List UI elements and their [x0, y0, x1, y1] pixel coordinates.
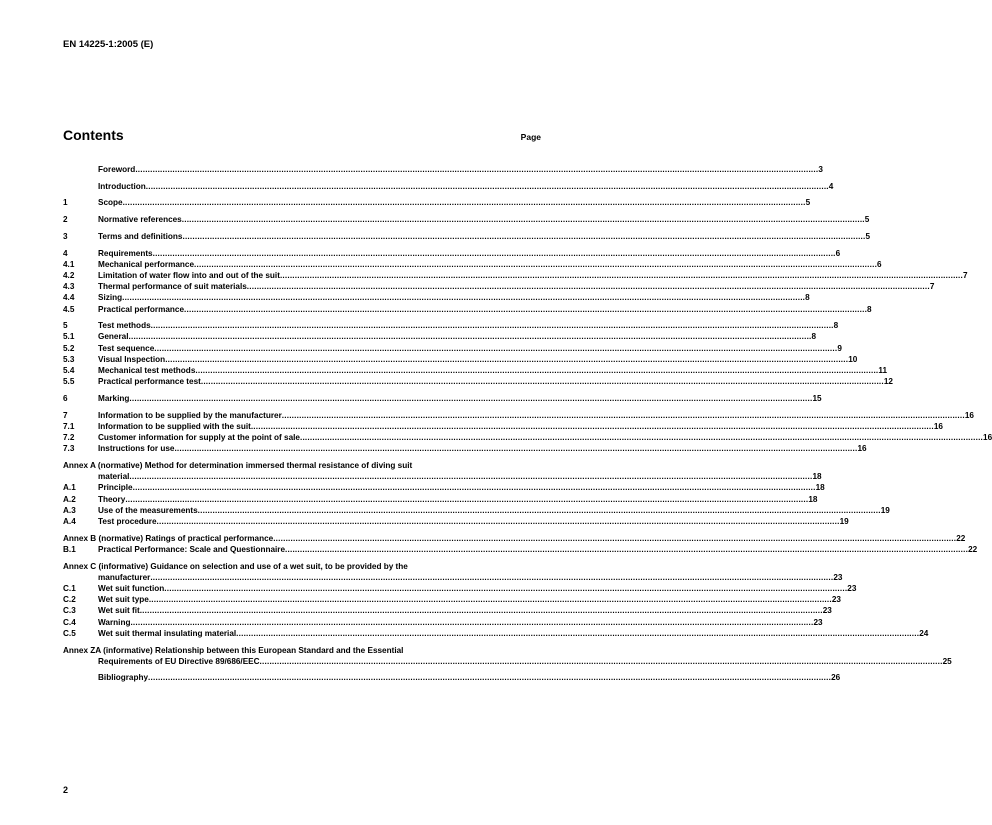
- toc-entry-title: Instructions for use: [98, 444, 175, 454]
- toc-dot-leader: [148, 672, 831, 683]
- toc-group: [63, 561, 929, 639]
- toc-entry-number: 4.2: [63, 270, 75, 280]
- toc-dot-leader: [182, 231, 865, 242]
- toc-entry-page: 19: [880, 505, 890, 515]
- toc-dot-leader: [251, 421, 934, 432]
- toc-entry-page: 23: [847, 584, 857, 593]
- table-of-contents: [63, 164, 992, 689]
- toc-entry[interactable]: [63, 376, 893, 387]
- toc-entry[interactable]: [63, 292, 810, 303]
- toc-entry-title: Practical Performance: Scale and Questionnaire: [98, 544, 286, 554]
- toc-entry-title: Mechanical test methods: [98, 366, 196, 376]
- toc-entry-title: Information to be supplied by the manufacturer: [98, 410, 282, 420]
- page-column-label: Page: [520, 132, 541, 142]
- toc-group: [63, 320, 893, 387]
- toc-entry-title: Information to be supplied with the suit: [98, 421, 251, 431]
- toc-annex-continuation[interactable]: [63, 572, 843, 583]
- toc-dot-leader: [280, 270, 963, 281]
- toc-group: [63, 214, 870, 225]
- toc-entry-title: Principle: [98, 483, 133, 493]
- toc-dot-leader: [151, 320, 834, 331]
- toc-entry[interactable]: [63, 432, 992, 443]
- toc-entry-title: Customer information for supply at the point of sale: [98, 433, 300, 443]
- toc-entry-page: 19: [839, 516, 849, 526]
- toc-dot-leader: [282, 410, 965, 421]
- toc-entry-page: 3: [818, 165, 823, 174]
- toc-entry-page: 16: [857, 444, 867, 454]
- toc-dot-leader: [130, 617, 813, 628]
- toc-annex-heading[interactable]: [63, 533, 966, 544]
- toc-entry[interactable]: [63, 410, 974, 421]
- toc-entry[interactable]: [63, 594, 841, 605]
- toc-entry-title: Scope: [98, 198, 123, 208]
- toc-entry-page: 9: [837, 343, 842, 353]
- toc-entry-page: 16: [933, 421, 943, 431]
- toc-entry-title: Bibliography: [98, 673, 149, 683]
- toc-dot-leader: [129, 331, 812, 342]
- toc-entry[interactable]: [63, 482, 825, 493]
- toc-annex-title-cont: manufacturer: [98, 572, 151, 582]
- toc-dot-leader: [164, 583, 847, 594]
- toc-dot-leader: [135, 164, 818, 175]
- toc-entry[interactable]: [63, 354, 858, 365]
- toc-entry-title: Normative references: [98, 215, 182, 225]
- toc-entry-number: 1: [63, 198, 68, 208]
- toc-entry-number: 4.1: [63, 259, 75, 269]
- toc-entry[interactable]: [63, 281, 935, 292]
- toc-dot-leader: [174, 443, 857, 454]
- document-header: EN 14225-1:2005 (E): [63, 39, 154, 50]
- toc-entry[interactable]: [63, 231, 871, 242]
- toc-entry-number: 5.4: [63, 366, 75, 376]
- toc-entry[interactable]: [63, 393, 822, 404]
- toc-entry-number: C.5: [63, 628, 76, 638]
- toc-entry-page: 23: [813, 617, 823, 627]
- toc-dot-leader: [195, 365, 878, 376]
- toc-entry-page: 26: [831, 673, 841, 683]
- toc-dot-leader: [149, 594, 832, 605]
- toc-entry-title: Practical performance: [98, 304, 185, 314]
- toc-entry-title: Wet suit function: [98, 584, 165, 593]
- toc-annex-title: Annex B (normative) Ratings of practical performance: [63, 533, 274, 543]
- contents-title: Contents: [63, 127, 124, 143]
- toc-entry-number: 4.4: [63, 293, 75, 303]
- toc-entry-page: 5: [805, 198, 811, 208]
- toc-entry-title: Foreword: [98, 165, 136, 174]
- toc-entry-number: C.3: [63, 606, 76, 616]
- toc-dot-leader: [154, 343, 837, 354]
- toc-entry-page: 24: [919, 628, 929, 638]
- toc-annex-heading[interactable]: Annex A (normative) Method for determination immersed thermal resistance of diving suit: [63, 460, 413, 470]
- toc-entry[interactable]: [63, 270, 968, 281]
- toc-dot-leader: [247, 281, 930, 292]
- toc-entry-title: General: [98, 332, 129, 342]
- toc-entry-number: B.1: [63, 544, 76, 554]
- toc-entry[interactable]: [63, 331, 817, 342]
- toc-entry[interactable]: [63, 544, 978, 555]
- toc-dot-leader: [157, 516, 840, 527]
- toc-annex-title-cont: Requirements of EU Directive 89/686/EEC: [98, 656, 260, 666]
- toc-annex-continuation[interactable]: [63, 471, 822, 482]
- toc-entry-title: Test sequence: [98, 343, 155, 353]
- toc-dot-leader: [300, 432, 983, 443]
- toc-entry-page: 16: [983, 433, 992, 443]
- toc-entry[interactable]: [63, 605, 832, 616]
- toc-entry-title: Wet suit fit: [98, 606, 140, 616]
- toc-entry-page: 8: [867, 304, 872, 314]
- toc-entry[interactable]: [63, 421, 943, 432]
- toc-entry-page: 8: [811, 332, 817, 342]
- toc-entry-number: 7.1: [63, 421, 75, 431]
- toc-entry-title: Sizing: [98, 293, 123, 303]
- toc-entry-title: Test methods: [98, 321, 151, 331]
- toc-dot-leader: [125, 494, 808, 505]
- toc-dot-leader: [182, 214, 865, 225]
- toc-entry-number: 6: [63, 393, 68, 403]
- toc-entry-page: 18: [815, 483, 825, 493]
- toc-entry-number: A.3: [63, 505, 76, 515]
- toc-entry[interactable]: [63, 443, 867, 454]
- toc-entry[interactable]: [63, 320, 839, 331]
- toc-entry-page: 7: [962, 270, 968, 280]
- toc-dot-leader: [194, 259, 877, 270]
- toc-entry[interactable]: [63, 583, 857, 594]
- toc-entry-title: Practical performance test: [98, 377, 201, 387]
- toc-entry[interactable]: [63, 494, 818, 505]
- toc-entry-number: 5.5: [63, 377, 75, 387]
- toc-annex-continuation[interactable]: [63, 656, 952, 667]
- toc-entry-page: 4: [828, 181, 834, 191]
- toc-entry-number: 3: [63, 231, 68, 241]
- toc-group: [63, 672, 841, 683]
- toc-group: [63, 181, 834, 192]
- toc-entry[interactable]: [63, 164, 823, 175]
- toc-dot-leader: [260, 656, 943, 667]
- toc-entry-number: 4.5: [63, 304, 75, 314]
- toc-entry-number: A.1: [63, 483, 76, 493]
- toc-entry-page: 23: [822, 606, 832, 616]
- toc-group: [63, 231, 871, 242]
- toc-entry[interactable]: [63, 214, 870, 225]
- toc-entry-page: 8: [833, 321, 839, 331]
- toc-group: [63, 248, 968, 315]
- toc-entry-title: Theory: [98, 494, 126, 504]
- toc-entry[interactable]: [63, 259, 882, 270]
- toc-entry[interactable]: [63, 672, 841, 683]
- toc-entry-title: Introduction: [98, 181, 146, 191]
- toc-entry-page: 8: [805, 293, 810, 303]
- toc-entry-page: 25: [942, 656, 952, 666]
- toc-dot-leader: [184, 304, 867, 315]
- page-number: 2: [63, 785, 69, 795]
- toc-entry[interactable]: [63, 617, 823, 628]
- toc-dot-leader: [236, 628, 919, 639]
- toc-entry-number: 4: [63, 248, 68, 258]
- toc-dot-leader: [133, 482, 816, 493]
- toc-entry-title: Test procedure: [98, 516, 157, 526]
- toc-entry-title: Requirements: [98, 248, 153, 258]
- toc-entry[interactable]: [63, 248, 841, 259]
- toc-dot-leader: [140, 605, 823, 616]
- toc-entry-page: 18: [812, 472, 822, 482]
- toc-entry-page: 5: [864, 215, 870, 225]
- toc-entry-page: 10: [848, 354, 858, 364]
- toc-entry-number: 7.2: [63, 433, 75, 443]
- toc-annex-title-cont: material: [98, 472, 130, 482]
- toc-entry-title: Marking: [98, 393, 130, 403]
- toc-dot-leader: [165, 354, 848, 365]
- toc-entry-number: 7.3: [63, 444, 75, 454]
- toc-entry-page: 16: [964, 410, 974, 420]
- toc-entry-number: C.2: [63, 595, 76, 605]
- toc-entry[interactable]: [63, 304, 872, 315]
- toc-entry-number: 5.3: [63, 354, 75, 364]
- toc-entry-number: 7: [63, 410, 68, 420]
- toc-entry-number: A.4: [63, 516, 76, 526]
- toc-entry-page: 11: [878, 366, 888, 376]
- toc-dot-leader: [153, 248, 836, 259]
- toc-entry-title: Limitation of water flow into and out of the suit: [98, 270, 280, 280]
- toc-entry-page: 15: [812, 393, 822, 403]
- toc-dot-leader: [122, 292, 805, 303]
- toc-group: [63, 197, 811, 208]
- toc-entry-title: Use of the measurements: [98, 505, 198, 515]
- toc-entry-page: 18: [808, 494, 818, 504]
- toc-entry-number: 5.1: [63, 332, 75, 342]
- toc-entry[interactable]: [63, 516, 849, 527]
- toc-annex-heading[interactable]: Annex ZA (informative) Relationship between this European Standard and the Essential: [63, 645, 404, 655]
- toc-dot-leader: [201, 376, 884, 387]
- toc-entry-page: 6: [835, 248, 841, 258]
- toc-annex-heading[interactable]: Annex C (informative) Guidance on selection and use of a wet suit, to be provided by the: [63, 561, 408, 571]
- toc-entry-title: Mechanical performance: [98, 259, 195, 269]
- toc-entry-page: 7: [929, 282, 935, 292]
- toc-dot-leader: [273, 533, 956, 544]
- toc-group: [63, 460, 890, 527]
- toc-entry[interactable]: [63, 505, 890, 516]
- toc-entry-number: 4.3: [63, 282, 75, 292]
- toc-dot-leader: [198, 505, 881, 516]
- toc-entry-number: 2: [63, 215, 68, 225]
- toc-entry-number: C.1: [63, 584, 76, 593]
- toc-entry-title: Wet suit type: [98, 595, 149, 605]
- toc-dot-leader: [285, 544, 968, 555]
- toc-entry[interactable]: [63, 365, 888, 376]
- toc-dot-leader: [150, 572, 833, 583]
- toc-group: [63, 645, 952, 667]
- toc-entry-number: C.4: [63, 617, 76, 627]
- toc-entry-page: 22: [956, 533, 966, 543]
- toc-dot-leader: [129, 393, 812, 404]
- toc-entry-title: Wet suit thermal insulating material: [98, 628, 237, 638]
- toc-group: [63, 393, 822, 404]
- toc-dot-leader: [129, 471, 812, 482]
- toc-group: [63, 164, 823, 175]
- toc-group: [63, 410, 992, 455]
- toc-entry-page: 6: [877, 259, 882, 269]
- toc-entry-title: Visual Inspection: [98, 354, 166, 364]
- toc-entry[interactable]: [63, 197, 811, 208]
- toc-entry[interactable]: [63, 628, 929, 639]
- toc-entry-page: 23: [831, 595, 841, 605]
- toc-entry-page: 23: [833, 572, 843, 582]
- toc-entry-title: Warning: [98, 617, 131, 627]
- toc-entry-title: Thermal performance of suit materials: [98, 282, 247, 292]
- toc-entry-number: 5: [63, 321, 68, 331]
- toc-entry-number: 5.2: [63, 343, 75, 353]
- toc-dot-leader: [146, 181, 829, 192]
- toc-entry-number: A.2: [63, 494, 76, 504]
- toc-entry-title: Terms and definitions: [98, 231, 183, 241]
- toc-group: [63, 533, 978, 555]
- toc-dot-leader: [123, 197, 806, 208]
- toc-entry-page: 12: [883, 377, 893, 387]
- toc-entry-page: 22: [968, 544, 978, 554]
- toc-entry[interactable]: [63, 181, 834, 192]
- toc-entry-page: 5: [865, 231, 871, 241]
- toc-entry[interactable]: [63, 343, 842, 354]
